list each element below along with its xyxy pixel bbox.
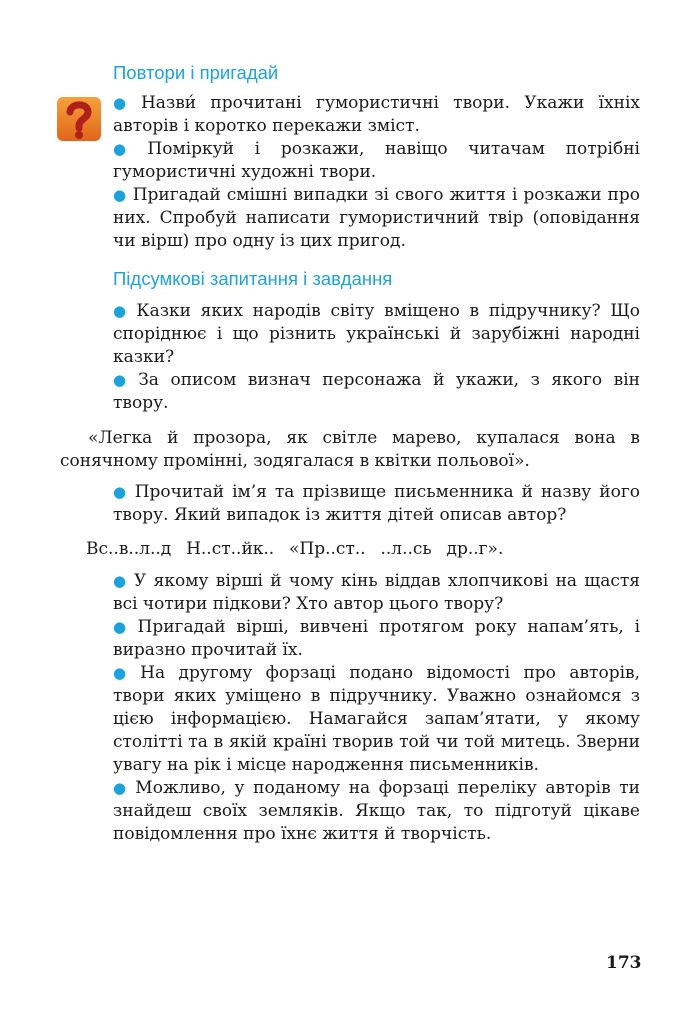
list-item: ● Поміркуй і розкажи, навіщо читачам потрібні гумористичні художні твори. — [113, 139, 640, 182]
list-item: ● Пригадай вірші, вивчені протягом року напам’ять, і виразно прочитай їх. — [113, 617, 641, 660]
final-questions-list-a — [113, 300, 640, 415]
list-item: ● За описом визнач персонажа й укажи, з якого він твору. — [113, 370, 640, 413]
list-item: ● Пригадай смішні випадки зі свого життя і розкажи про них. Спробуй написати гумористичний твір (оповідання чи вірш) про одну із цих пригод. — [113, 185, 640, 251]
section-heading-final-questions: Підсумкові запитання і завдання — [113, 268, 393, 289]
list-item: ● У якому вірші й чому кінь віддав хлопчикові на щастя всі чотири підкови? Хто автор цього твору? — [113, 571, 640, 614]
final-questions-list-c — [113, 570, 640, 846]
page-number: 173 — [606, 953, 642, 973]
list-item: ● На другому форзаці подано відомості про авторів, твори яких уміщено в підручнику. Уважно ознайомся з цією інформацією. Намагайся запам’ятати, у якому столітті та в якій країні творив той чи той митець. Зверни увагу на рік і місце народження письменників. — [113, 663, 640, 775]
review-list — [113, 92, 640, 253]
list-item: ● Назви́ прочитані гумористичні твори. Укажи їхніх авторів і коротко перекажи зміст. — [113, 93, 640, 136]
list-item: ● Прочитай ім’я та прізвище письменника й назву його твору. Який випадок із життя дітей описав автор? — [113, 482, 640, 525]
letters-puzzle: Вс..в..л..д Н..ст..йк.. «Пр..ст.. ..л..сь др..г». — [86, 539, 504, 559]
quote-block — [60, 427, 640, 473]
section-heading-review: Повтори і пригадай — [113, 62, 279, 83]
list-item: ● Казки яких народів світу вміщено в підручнику? Що споріднює і що різнить українські й зарубіжні народні казки? — [113, 301, 640, 367]
list-item: ● Можливо, у поданому на форзаці переліку авторів ти знайдеш своїх земляків. Якщо так, то підготуй цікаве повідомлення про їхнє життя й творчість. — [113, 778, 640, 844]
quote-text: «Легка й прозора, як світле марево, купалася вона в сонячному промінні, зодягалася в квітки польової». — [60, 428, 640, 471]
final-questions-item-b — [113, 481, 640, 527]
question-mark-icon — [56, 96, 102, 142]
